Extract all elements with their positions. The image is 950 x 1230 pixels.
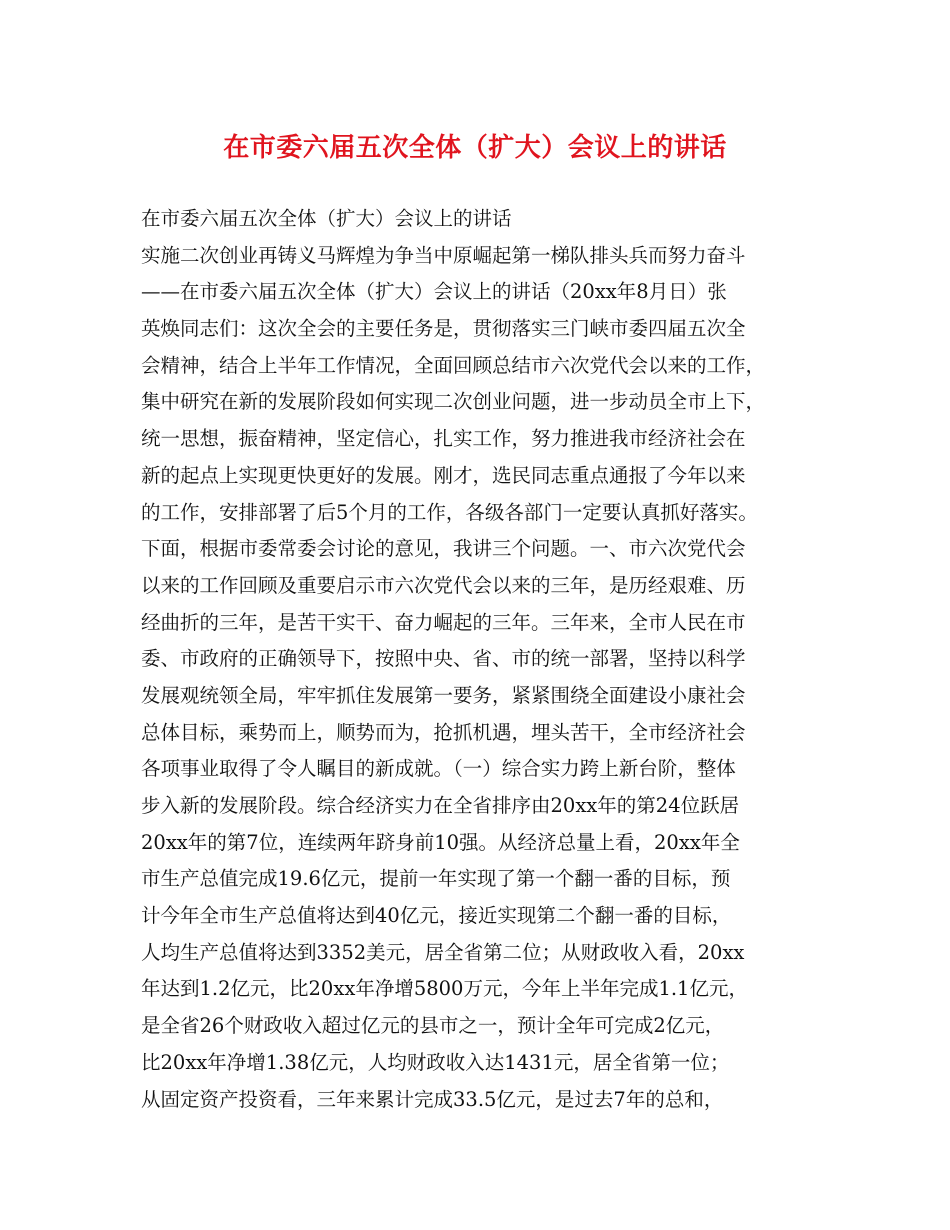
body-line: 步入新的发展阶段。综合经济实力在全省排序由20xx年的第24位跃居 [141,794,740,817]
body-line: 英焕同志们：这次全会的主要任务是，贯彻落实三门峡市委四届五次全 [141,317,746,341]
body-line: 市生产总值完成19.6亿元，提前一年实现了第一个翻一番的目标，预 [141,867,731,891]
body-line: 比20xx年净增1.38亿元，人均财政收入达1431元，居全省第一位； [141,1050,730,1074]
body-line: 下面，根据市委常委会讨论的意见，我讲三个问题。一、市六次党代会 [141,537,746,561]
body-line: 以来的工作回顾及重要启示市六次党代会以来的三年，是历经艰难、历 [141,573,746,597]
body-line: 新的起点上实现更快更好的发展。刚才，选民同志重点通报了今年以来 [141,463,746,487]
body-line: 统一思想，振奋精神，坚定信心，扎实工作，努力推进我市经济社会在 [141,427,746,451]
body-line: 委、市政府的正确领导下，按照中央、省、市的统一部署，坚持以科学 [141,647,746,671]
body-line: 是全省26个财政收入超过亿元的县市之一，预计全年可完成2亿元， [141,1014,725,1038]
body-line: 年达到1.2亿元，比20xx年净增5800万元，今年上半年完成1.1亿元， [141,977,748,1001]
document-body [141,201,831,1118]
body-line: 20xx年的第7位，连续两年跻身前10强。从经济总量上看，20xx年全 [141,830,740,854]
body-line: 总体目标，乘势而上，顺势而为，抢抓机遇，埋头苦干，全市经济社会 [141,720,746,744]
body-line: 会精神，结合上半年工作情况，全面回顾总结市六次党代会以来的工作， [141,353,766,377]
body-line: 的工作，安排部署了后5个月的工作，各级各部门一定要认真抓好落实。 [141,500,758,524]
body-line: ——在市委六届五次全体（扩大）会议上的讲话（20xx年8月日）张 [141,280,727,304]
body-line: 计今年全市生产总值将达到40亿元，接近实现第二个翻一番的目标， [141,904,732,928]
body-line: 集中研究在新的发展阶段如何实现二次创业问题，进一步动员全市上下， [141,390,766,414]
body-line: 实施二次创业再铸义马辉煌为争当中原崛起第一梯队排头兵而努力奋斗 [141,243,746,267]
body-line: 经曲折的三年，是苦干实干、奋力崛起的三年。三年来，全市人民在市 [141,610,746,634]
body-line: 各项事业取得了令人瞩目的新成就。（一）综合实力跨上新台阶，整体 [141,757,736,781]
document-title: 在市委六届五次全体（扩大）会议上的讲话 [223,133,727,163]
body-line: 发展观统领全局，牢牢抓住发展第一要务，紧紧围绕全面建设小康社会 [141,683,746,707]
body-line: 在市委六届五次全体（扩大）会议上的讲话 [141,207,512,230]
body-line: 人均生产总值将达到3352美元，居全省第二位；从财政收入看，20xx [141,940,745,964]
body-line: 从固定资产投资看，三年来累计完成33.5亿元，是过去7年的总和， [141,1087,724,1111]
